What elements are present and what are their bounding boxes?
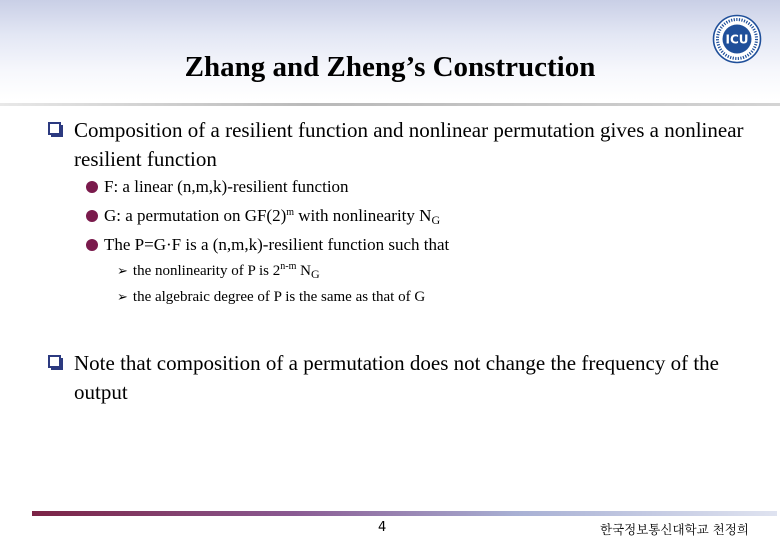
round-bullet-icon	[86, 239, 98, 251]
bullet-text: Composition of a resilient function and nonlinear permutation gives a nonlinear resilient function	[74, 118, 744, 171]
arrow-bullet-icon: ➢	[117, 289, 128, 304]
footer-institution: 한국정보통신대학교 천정희	[600, 522, 749, 537]
bullet-item-note	[48, 349, 754, 407]
bullet-text: Note that composition of a permutation does not change the frequency of the output	[74, 351, 719, 404]
subscript: G	[431, 213, 441, 227]
arrow-text: the algebraic degree of P is the same as that of G	[132, 289, 426, 305]
subitem-text-mid: with nonlinearity N	[294, 206, 432, 225]
subitem-composition-p	[86, 234, 449, 256]
subitem-text-pre: G: a permutation on GF(2)	[104, 206, 287, 225]
checkbox-bullet-icon	[48, 122, 61, 135]
arrow-text-pre: the nonlinearity of P is 2	[132, 263, 281, 279]
subscript: G	[310, 267, 320, 281]
subitem-text: F: a linear (n,m,k)-resilient function	[104, 177, 349, 196]
title-divider	[0, 103, 780, 106]
footer-bar	[32, 511, 777, 516]
arrow-bullet-icon: ➢	[117, 263, 128, 278]
round-bullet-icon	[86, 210, 98, 222]
superscript: m	[286, 207, 295, 218]
superscript: n-m	[280, 261, 297, 272]
bullet-item-composition	[48, 116, 754, 174]
slide-title: Zhang and Zheng’s Construction	[184, 51, 596, 83]
arrow-item-nonlinearity	[117, 261, 320, 281]
subitem-permutation	[86, 205, 440, 227]
arrow-text-mid: N	[296, 263, 311, 279]
subitem-linear-function	[86, 176, 349, 198]
arrow-item-degree	[117, 287, 425, 307]
logo-text: ICU	[725, 32, 749, 47]
subitem-text: The P=G·F is a (n,m,k)-resilient function such that	[104, 235, 450, 254]
checkbox-bullet-icon	[48, 355, 61, 368]
page-number: 4	[378, 520, 387, 535]
round-bullet-icon	[86, 181, 98, 193]
